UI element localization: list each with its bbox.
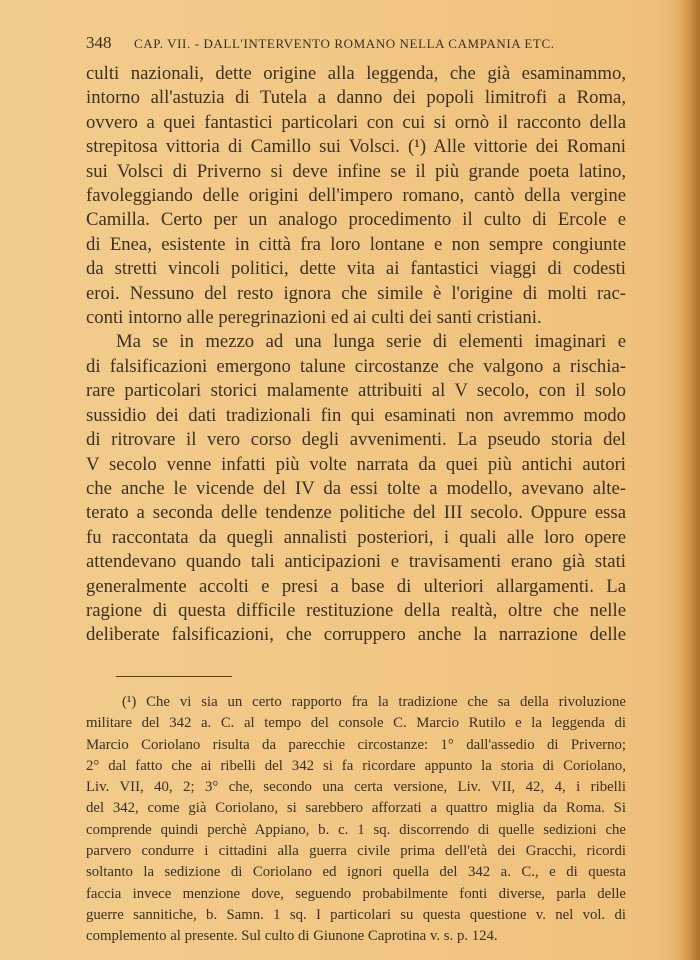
text-line: rare particolari storici malamente attribuiti al V secolo, con il solo — [86, 380, 626, 402]
text-line: fu raccontata da quegli annalisti posteriori, i quali alle loro opere — [86, 526, 626, 548]
text-line: V secolo venne infatti più volte narrata da quei più antichi autori — [86, 453, 626, 475]
page-header — [86, 33, 646, 55]
text-line: Camilla. Certo per un analogo procedimento il culto di Ercole e — [86, 209, 626, 231]
text-line: di Enea, esistente in città fra loro lontane e non sempre congiunte — [86, 233, 626, 255]
footnote-line: (¹) Che vi sia un certo rapporto fra la tradizione che sa della rivoluzione — [122, 694, 626, 710]
page-number: 348 — [86, 33, 112, 52]
footnote-line: del 342, come già Coriolano, si sarebbero afforzati a quattro miglia da Roma. Si — [86, 800, 626, 817]
text-line: ovvero a quei fantastici particolari con cui si ornò il racconto della — [86, 111, 626, 133]
footnote-line: parvero condurre i cittadini alla guerra civile prima dell'età dei Gracchi, ricordi — [86, 843, 626, 860]
text-line: da stretti vincoli politici, dette vita ai fantastici viaggi di codesti — [86, 258, 626, 280]
footnote-line: complemento al presente. Sul culto di Giunone Caprotina v. s. p. 124. — [86, 928, 498, 945]
footnote-line: comprende quindi perchè Appiano, b. c. 1 sq. discorrendo di quelle sedizioni che — [86, 821, 626, 838]
main-text — [86, 62, 626, 648]
text-line: deliberate falsificazioni, che corruppero anche la narrazione delle — [86, 624, 626, 646]
footnotes — [86, 692, 626, 948]
text-line: Ma se in mezzo ad una lunga serie di elementi imaginari e — [116, 331, 626, 353]
text-line: eroi. Nessuno del resto ignora che simile è l'origine di molti rac- — [86, 282, 626, 304]
footnote-line: soltanto la sedizione di Coriolano ed ignori quella del 342 a. C., e di questa — [86, 864, 626, 881]
text-line: culti nazionali, dette origine alla leggenda, che già esaminammo, — [86, 63, 626, 84]
text-line: sussidio dei dati tradizionali fin qui esaminati non avremmo modo — [86, 404, 626, 426]
footnote-line: Liv. VII, 40, 2; 3° che, secondo una certa versione, Liv. VII, 42, 4, i ribelli — [86, 779, 626, 796]
footnote-line: faccia invece menzione dove, seguendo probabilmente fonti diverse, parla delle — [86, 885, 626, 902]
footnote-line: 2° dal fatto che ai ribelli del 342 si fa ricordare appunto la storia di Coriolano, — [86, 757, 626, 774]
text-line: sui Volsci di Priverno si deve infine se il più grande poeta latino, — [86, 160, 626, 182]
text-line: che anche le vicende del IV da essi tolte a modello, avevano alte- — [86, 477, 626, 499]
text-line: strepitosa vittoria di Camillo sui Volsci. (¹) Alle vittorie dei Romani — [86, 136, 626, 158]
footnote-divider — [116, 676, 232, 677]
text-line: intorno all'astuzia di Tutela a danno dei popoli limitrofi a Roma, — [86, 87, 626, 109]
text-line: favoleggiando delle origini dell'impero romano, cantò della vergine — [86, 185, 626, 207]
page-binding-edge — [674, 0, 700, 960]
text-line: generalmente accolti e presi a base di ulteriori allargamenti. La — [86, 575, 626, 597]
footnote-line: Marcio Coriolano risulta da parecchie circostanze: 1° dall'assedio di Priverno; — [86, 736, 626, 753]
footnote-line: guerre sannitiche, b. Samn. 1 sq. I particolari su questa questione v. nel vol. di — [86, 906, 626, 923]
text-line: conti intorno alle peregrinazioni ed ai culti dei santi cristiani. — [86, 307, 542, 329]
text-line: attendevano quando tali anticipazioni e travisamenti erano già stati — [86, 551, 626, 573]
text-line: di ritrovare il vero corso degli avvenimenti. La pseudo storia del — [86, 429, 626, 451]
text-line: terato a seconda delle tendenze politiche del III secolo. Oppure essa — [86, 502, 626, 524]
text-line: ragione di questa difficile restituzione della realtà, oltre che nelle — [86, 599, 626, 621]
footnote-line: militare del 342 a. C. al tempo del console C. Marcio Rutilo e la leggenda di — [86, 715, 626, 732]
text-line: di falsificazioni emergono talune circostanze che valgono a rischia- — [86, 355, 626, 377]
running-title: CAP. VII. - DALL'INTERVENTO ROMANO NELLA CAMPANIA ETC. — [134, 36, 555, 51]
